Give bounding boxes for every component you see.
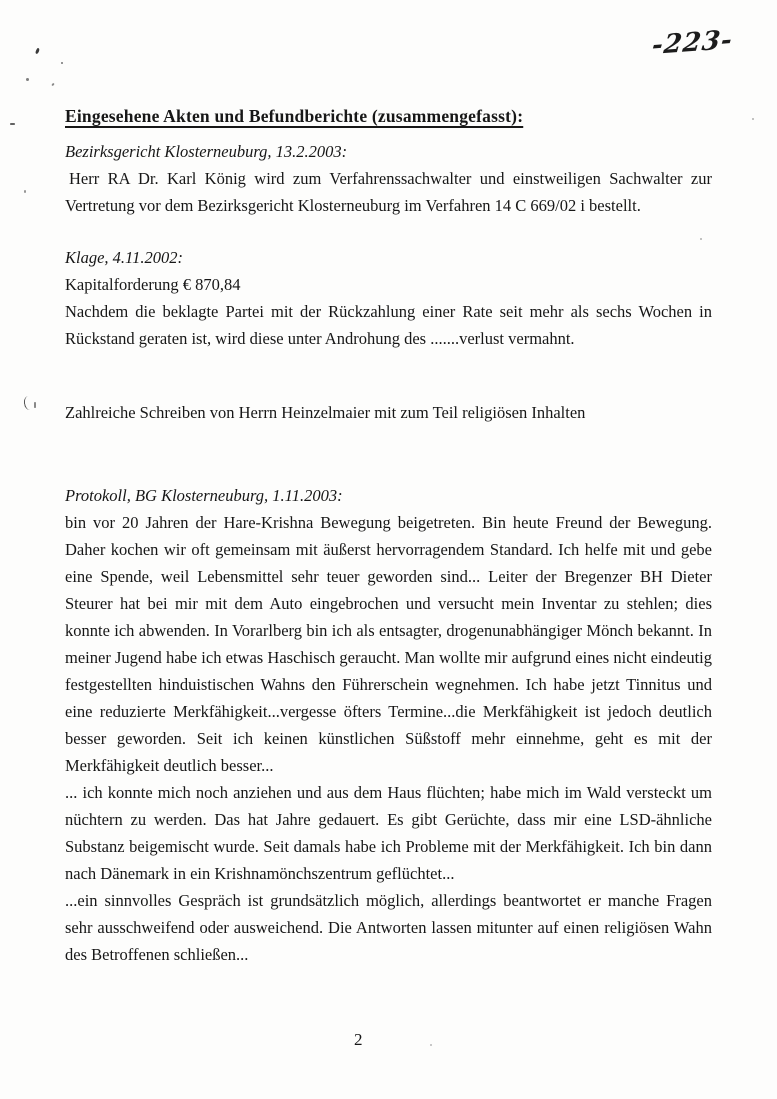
scan-speck: [26, 78, 29, 81]
footer-page-number: 2: [354, 1030, 363, 1049]
paragraph-bezirksgericht: Herr RA Dr. Karl König wird zum Verfahrenssachwalter und einstweiligen Sachwalter zur Vertretung vor dem Bezirksgericht Klosterneuburg im Verfahren 14 C 669/02 i bestellt.: [65, 169, 712, 215]
scan-speck: [700, 238, 702, 240]
paragraph-protokoll-3: ...ein sinnvolles Gespräch ist grundsätzlich möglich, allerdings beantwortet er manche Fragen sehr ausschweifend oder ausweichend. Die Antworten lassen mitunter auf einen religiösen Wahn des Betroffenen schließen...: [65, 891, 712, 964]
scan-speck: [10, 123, 15, 125]
paragraph-protokoll-1: bin vor 20 Jahren der Hare-Krishna Bewegung beigetreten. Bin heute Freund der Bewegung. Daher kochen wir oft gemeinsam mit äußerst hervorragendem Standard. Ich helfe mit und gebe eine Spende, weil Lebensmittel sehr teuer geworden sind... Leiter der Bregenzer BH Dieter Steurer hat bei mir mit dem Auto eingebrochen und versucht mein Inventar zu stehlen; dies konnte ich abwenden. In Vorarlberg bin ich als entsagter, drogenunabhängiger Mönch bekannt. In meiner Jugend habe ich etwas Haschisch geraucht. Man wollte mir aufgrund eines nicht eindeutig festgestellten hinduistischen Wahns den Führerschein wegnehmen. Ich habe jetzt Tinnitus und eine reduzierte Merkfähigkeit...vergesse öfters Termine...die Merkfähigkeit ist jedoch deutlich besser geworden. Seit ich keinen künstlichen Süßstoff mehr einnehme, geht es mit der Merkfähigkeit deutlich besser...: [65, 513, 712, 775]
handwritten-page-number: -223-: [650, 25, 735, 61]
section-title-klage: Klage, 4.11.2002:: [65, 248, 183, 267]
paragraph-protokoll-2: ... ich konnte mich noch anziehen und aus dem Haus flüchten; habe mich im Wald versteckt um nüchtern zu werden. Das hat Jahre gedauert. Es gibt Gerüchte, dass mir eine LSD-ähnliche Substanz beigemischt wurde. Seit damals habe ich Probleme mit der Merkfähigkeit. Ich bin dann nach Dänemark in ein Krishnamönchszentrum geflüchtet...: [65, 783, 712, 883]
scan-speck: [24, 190, 26, 193]
document-heading: Eingesehene Akten und Befundberichte (zusammengefasst):: [65, 106, 524, 126]
scan-speck: [61, 62, 63, 64]
paragraph-kapitalforderung: Kapitalforderung € 870,84: [65, 275, 241, 294]
scan-speck: [430, 1044, 432, 1046]
section-title-bezirksgericht: Bezirksgericht Klosterneuburg, 13.2.2003:: [65, 142, 348, 161]
section-title-protokoll: Protokoll, BG Klosterneuburg, 1.11.2003:: [65, 486, 343, 505]
scan-speck: [752, 118, 754, 120]
paragraph-zahlreiche-schreiben: Zahlreiche Schreiben von Herrn Heinzelmaier mit zum Teil religiösen Inhalten: [65, 403, 586, 422]
scan-speck: [34, 402, 36, 408]
paragraph-nachdem: Nachdem die beklagte Partei mit der Rückzahlung einer Rate seit mehr als sechs Wochen in Rückstand geraten ist, wird diese unter Androhung des .......verlust vermahnt.: [65, 302, 712, 348]
